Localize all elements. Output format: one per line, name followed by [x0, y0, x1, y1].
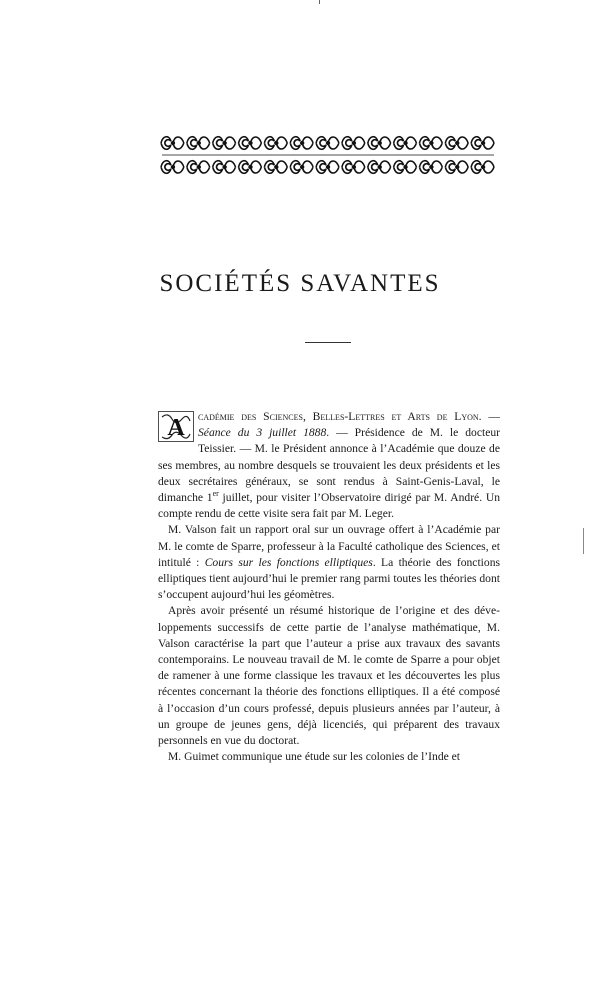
ornament-dot	[403, 165, 407, 169]
paragraph-2-text: M. Valson fait un rapport oral sur un ouvrage offert à l’Académie par M. le comte de Sparre, professeur à la Faculté catholique des Sciences, et intitulé :	[158, 523, 500, 569]
ornament-dot	[455, 165, 459, 169]
title-rule	[305, 342, 351, 343]
paragraph-3: Après avoir présenté un résumé historique de l’origine et des développements successifs de cette partie de l’analyse mathématique, M. Valson caractérise la part que l’auteur a prise aux travaux des savants contemporains. Le nouveau travail de M. le comte de Sparre a pour objet de ramener à une forme classique les travaux et les découvertes les plus récentes concernant la théorie des fonctions elliptiques. Il a été composé à l’occasion d’un cours professé, depuis plusieurs années par l’auteur, à un groupe de jeunes gens, déjà licenciés, qui préparent des travaux personnels en vue du doctorat.	[158, 604, 500, 748]
page-edge-mark	[319, 0, 320, 4]
ornament-dot	[481, 165, 485, 169]
svg-text:A: A	[167, 415, 185, 441]
ornament-dot	[248, 165, 252, 169]
ornament-dot	[300, 165, 304, 169]
paragraph-1-text-end: juillet, pour visiter l’Observatoire dirigé par M. André. Un compte rendu de cette visite sera fait par M. Leger.	[158, 491, 500, 521]
ornament-dot	[326, 141, 330, 145]
ornament-dot	[300, 141, 304, 145]
ornament-dot	[274, 165, 278, 169]
ornament-dot	[274, 141, 278, 145]
ornament-dot	[248, 141, 252, 145]
ornament-dot	[222, 141, 226, 145]
paragraph-2-text-end: . La théorie des fonctions elliptiques tient aujourd’hui le premier rang parmi toutes les théories dont s’occupent aujourd’hui les géomètres.	[158, 555, 501, 602]
ornament-dot	[326, 165, 330, 169]
ornament-dot	[171, 141, 175, 145]
ornament-dot	[429, 165, 433, 169]
ornament-dot	[403, 141, 407, 145]
superscript-er: er	[212, 489, 219, 499]
ornament-dot	[429, 141, 433, 145]
ornament-dot	[352, 165, 356, 169]
paragraph-1	[158, 409, 500, 522]
ornament-dot	[171, 165, 175, 169]
ornamental-headpiece	[160, 130, 496, 180]
paragraph-1-text: . — Présidence de M. le docteur Teissier. — M. le Président annonce à l’Académie que douze de ses membres, au nombre desquels se trouvaient les deux présidents et les deux secrétaires généraux, se sont rendus à Saint-Genis-Laval, le dimanche 1	[158, 426, 500, 505]
section-title: SOCIÉTÉS SAVANTES	[159, 270, 441, 297]
ornament-dot	[197, 165, 201, 169]
ornament-dot	[197, 141, 201, 145]
paragraph-2	[158, 522, 500, 603]
ornament-dot	[222, 165, 226, 169]
dropcap-ornament	[158, 411, 194, 442]
ornament-dot	[352, 141, 356, 145]
ornament-dot	[481, 141, 485, 145]
body-text	[158, 409, 500, 765]
ornament-dot	[455, 141, 459, 145]
ornament-dot	[377, 141, 381, 145]
margin-mark	[583, 528, 584, 554]
book-title: Cours sur les fonctions elliptiques	[204, 555, 373, 569]
institution-heading: cadémie des Sciences, Belles-Lettres et Arts de Lyon.	[198, 410, 482, 423]
seance-date: Séance du 3 juillet 1888	[198, 426, 327, 440]
ornament-dot	[377, 165, 381, 169]
dash: —	[481, 410, 500, 423]
paragraph-4: M. Guimet communique une étude sur les colonies de l’Inde et	[168, 750, 461, 764]
